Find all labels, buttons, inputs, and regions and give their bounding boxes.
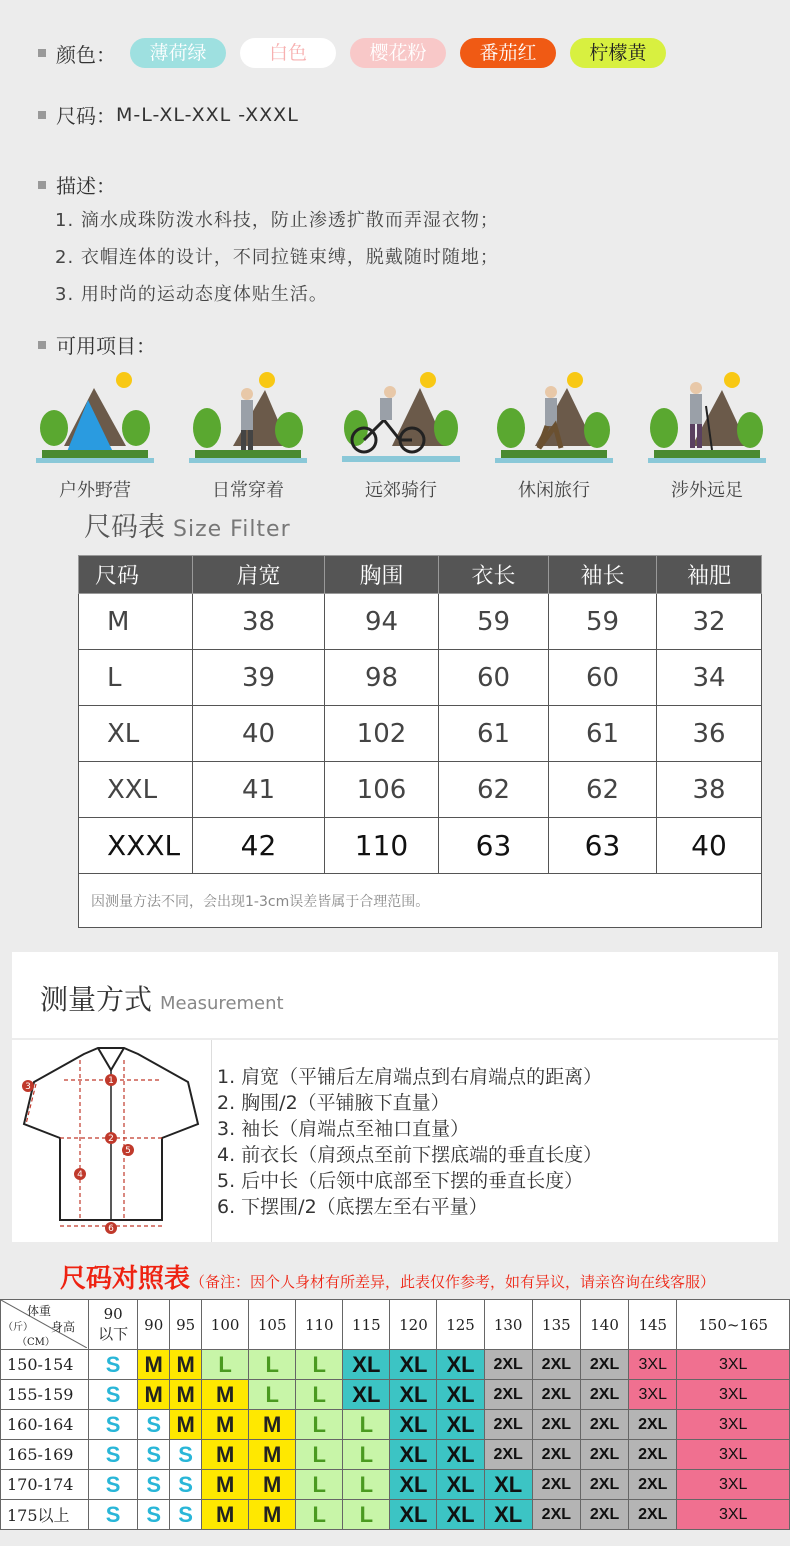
weight-header-cell: 105	[249, 1300, 296, 1350]
measure-cell: 61	[439, 706, 549, 762]
size-table	[78, 555, 762, 928]
size-recommendation-cell: 2XL	[629, 1410, 677, 1440]
corner-cell	[1, 1300, 89, 1350]
size-recommendation-cell: M	[202, 1500, 249, 1530]
measurement-step: 3. 袖长（肩端点至袖口直量）	[217, 1118, 470, 1140]
shirt-diagram	[12, 1040, 212, 1242]
size-recommendation-cell: M	[138, 1380, 170, 1410]
size-recommendation-cell: 2XL	[580, 1500, 628, 1530]
size-recommendation-cell: M	[170, 1380, 202, 1410]
activity-label: 涉外远足	[671, 480, 743, 501]
weight-header-cell: 145	[629, 1300, 677, 1350]
measurement-body	[12, 1040, 778, 1242]
size-chart-note: （备注：因个人身材有所差异，此表仅作参考，如有异议，请亲咨询在线客服）	[190, 1273, 716, 1291]
measure-cell: 40	[193, 706, 325, 762]
color-option[interactable]: 白色	[240, 38, 336, 68]
header-cell: 衣长	[439, 556, 549, 594]
size-recommendation-cell: XL	[343, 1350, 390, 1380]
description-heading	[38, 170, 116, 199]
bullet-icon	[38, 341, 46, 349]
measure-cell: 63	[439, 818, 549, 874]
usage-label: 可用项目：	[56, 334, 156, 358]
header-cell: 胸围	[325, 556, 439, 594]
size-recommendation-cell: 2XL	[629, 1440, 677, 1470]
size-recommendation-cell: 2XL	[580, 1380, 628, 1410]
corner-height: 身高	[51, 1320, 76, 1334]
measurement-step: 6. 下摆围/2（底摆左至右平量）	[217, 1196, 488, 1218]
size-table-title-zh: 尺码表	[84, 512, 165, 543]
size-recommendation-cell: 2XL	[532, 1470, 580, 1500]
header-cell: 尺码	[79, 556, 193, 594]
size-chart-row	[1, 1440, 790, 1470]
size-table-row	[79, 706, 762, 762]
header-cell: 袖长	[549, 556, 657, 594]
size-recommendation-cell: S	[138, 1500, 170, 1530]
size-recommendation-cell: L	[249, 1350, 296, 1380]
size-recommendation-cell: 2XL	[484, 1380, 532, 1410]
height-cell: 175以上	[1, 1500, 89, 1530]
hiking-illustration-icon	[648, 366, 766, 466]
size-recommendation-cell: S	[89, 1470, 138, 1500]
size-recommendation-cell: S	[138, 1470, 170, 1500]
size-recommendation-cell: 3XL	[677, 1500, 790, 1530]
size-chart-title	[60, 1258, 715, 1295]
measure-cell: 62	[549, 762, 657, 818]
size-label: 尺码：	[56, 104, 116, 128]
size-recommendation-cell: L	[296, 1470, 343, 1500]
size-recommendation-cell: 2XL	[484, 1410, 532, 1440]
size-recommendation-cell: 2XL	[580, 1440, 628, 1470]
measure-cell: 60	[439, 650, 549, 706]
size-recommendation-cell: L	[343, 1410, 390, 1440]
bullet-icon	[38, 111, 46, 119]
marker-6: 6	[108, 1224, 114, 1234]
activity-cycling	[342, 366, 460, 502]
size-recommendation-cell: L	[296, 1500, 343, 1530]
size-recommendation-cell: L	[343, 1440, 390, 1470]
size-chart-row	[1, 1350, 790, 1380]
size-recommendation-cell: L	[296, 1380, 343, 1410]
measurement-title-zh: 测量方式	[40, 983, 153, 1016]
size-table-row	[79, 818, 762, 874]
size-recommendation-cell: S	[170, 1440, 202, 1470]
measure-cell: 110	[325, 818, 439, 874]
size-table-note-row	[79, 874, 762, 928]
size-recommendation-cell: 2XL	[532, 1350, 580, 1380]
weight-header-cell: 95	[170, 1300, 202, 1350]
camping-illustration-icon	[36, 366, 154, 466]
weight-header-cell: 100	[202, 1300, 249, 1350]
size-recommendation-cell: 3XL	[677, 1380, 790, 1410]
size-recommendation-cell: L	[249, 1380, 296, 1410]
size-chart-row	[1, 1500, 790, 1530]
size-recommendation-cell: 2XL	[580, 1470, 628, 1500]
size-recommendation-cell: 2XL	[629, 1500, 677, 1530]
marker-1: 1	[108, 1076, 114, 1086]
size-chart-title-text: 尺码对照表	[60, 1264, 191, 1294]
measure-cell: 38	[193, 594, 325, 650]
size-recommendation-cell: XL	[437, 1350, 484, 1380]
weight-header-cell: 115	[343, 1300, 390, 1350]
weight-header-cell: 135	[532, 1300, 580, 1350]
size-recommendation-cell: XL	[343, 1380, 390, 1410]
marker-3: 3	[25, 1082, 31, 1092]
size-cell: XXXL	[79, 818, 193, 874]
size-table-row	[79, 650, 762, 706]
size-recommendation-cell: M	[170, 1350, 202, 1380]
size-chart-row	[1, 1410, 790, 1440]
measurement-steps	[217, 1064, 602, 1220]
measure-cell: 34	[657, 650, 762, 706]
corner-unit-height: （CM）	[17, 1337, 55, 1348]
size-recommendation-cell: S	[89, 1380, 138, 1410]
size-cell: M	[79, 594, 193, 650]
measure-cell: 36	[657, 706, 762, 762]
color-option[interactable]: 薄荷绿	[130, 38, 226, 68]
size-recommendation-cell: 2XL	[484, 1440, 532, 1470]
measure-cell: 102	[325, 706, 439, 762]
color-option[interactable]: 柠檬黄	[570, 38, 666, 68]
measurement-step: 4. 前衣长（肩颈点至前下摆底端的垂直长度）	[217, 1144, 603, 1166]
size-recommendation-cell: XL	[390, 1350, 437, 1380]
measurement-step: 5. 后中长（后领中底部至下摆的垂直长度）	[217, 1170, 584, 1192]
measure-cell: 63	[549, 818, 657, 874]
measure-cell: 62	[439, 762, 549, 818]
weight-header-cell: 110	[296, 1300, 343, 1350]
size-cell: L	[79, 650, 193, 706]
size-recommendation-cell: 2XL	[532, 1440, 580, 1470]
size-recommendation-cell: S	[138, 1440, 170, 1470]
size-recommendation-cell: M	[249, 1470, 296, 1500]
corner-unit-weight: （斤）	[3, 1322, 33, 1333]
color-option[interactable]: 番茄红	[460, 38, 556, 68]
measure-cell: 32	[657, 594, 762, 650]
size-recommendation-cell: XL	[437, 1380, 484, 1410]
size-recommendation-cell: 3XL	[629, 1380, 677, 1410]
color-label: 颜色：	[56, 42, 116, 67]
size-recommendation-cell: S	[138, 1410, 170, 1440]
activity-hiking	[648, 366, 766, 502]
description-line: 1. 滴水成珠防泼水科技，防止渗透扩散而弄湿衣物；	[55, 210, 499, 231]
shirt-outline-icon	[12, 1040, 212, 1242]
size-recommendation-cell: 2XL	[629, 1470, 677, 1500]
size-recommendation-cell: L	[296, 1410, 343, 1440]
size-recommendation-cell: XL	[390, 1440, 437, 1470]
travel-illustration-icon	[495, 366, 613, 466]
marker-2: 2	[108, 1134, 114, 1144]
weight-header-cell: 90 以下	[89, 1300, 138, 1350]
size-table-row	[79, 594, 762, 650]
size-recommendation-cell: M	[202, 1380, 249, 1410]
size-recommendation-cell: M	[202, 1470, 249, 1500]
measure-cell: 40	[657, 818, 762, 874]
activity-label: 休闲旅行	[518, 480, 590, 501]
size-chart-header	[1, 1300, 790, 1350]
measurement-title-en: Measurement	[160, 993, 284, 1014]
measure-cell: 41	[193, 762, 325, 818]
size-table-row	[79, 762, 762, 818]
measurement-title	[40, 978, 284, 1018]
size-recommendation-cell: M	[170, 1410, 202, 1440]
size-recommendation-cell: 3XL	[677, 1470, 790, 1500]
measure-cell: 38	[657, 762, 762, 818]
measure-cell: 42	[193, 818, 325, 874]
color-row	[38, 38, 680, 68]
activity-label: 日常穿着	[212, 480, 284, 501]
size-table-header	[79, 556, 762, 594]
size-table-title-en: Size Filter	[173, 517, 291, 542]
measure-cell: 94	[325, 594, 439, 650]
size-recommendation-cell: M	[202, 1440, 249, 1470]
cycling-illustration-icon	[342, 366, 460, 466]
size-recommendation-cell: S	[170, 1470, 202, 1500]
height-cell: 170-174	[1, 1470, 89, 1500]
measurement-header	[12, 952, 778, 1038]
size-recommendation-cell: S	[170, 1500, 202, 1530]
size-recommendation-cell: XL	[484, 1470, 532, 1500]
size-recommendation-cell: 2XL	[580, 1350, 628, 1380]
corner-weight: 体重	[27, 1304, 52, 1318]
size-recommendation-cell: L	[202, 1350, 249, 1380]
size-recommendation-cell: XL	[390, 1380, 437, 1410]
size-recommendation-cell: M	[249, 1440, 296, 1470]
marker-4: 4	[77, 1170, 83, 1180]
size-cell: XL	[79, 706, 193, 762]
measure-cell: 98	[325, 650, 439, 706]
height-cell: 150-154	[1, 1350, 89, 1380]
measure-cell: 59	[549, 594, 657, 650]
size-recommendation-cell: XL	[390, 1500, 437, 1530]
measure-cell: 60	[549, 650, 657, 706]
weight-header-cell: 90	[138, 1300, 170, 1350]
activity-label: 户外野营	[59, 480, 131, 501]
size-chart-table	[0, 1299, 790, 1530]
size-recommendation-cell: 2XL	[484, 1350, 532, 1380]
height-cell: 165-169	[1, 1440, 89, 1470]
size-recommendation-cell: XL	[437, 1410, 484, 1440]
height-cell: 155-159	[1, 1380, 89, 1410]
size-recommendation-cell: XL	[390, 1410, 437, 1440]
size-recommendation-cell: 3XL	[629, 1350, 677, 1380]
weight-header-cell: 150~165	[677, 1300, 790, 1350]
size-recommendation-cell: XL	[390, 1470, 437, 1500]
size-table-note: 因测量方法不同，会出现1-3cm误差皆属于合理范围。	[79, 874, 762, 928]
color-option[interactable]: 樱花粉	[350, 38, 446, 68]
weight-header-cell: 130	[484, 1300, 532, 1350]
size-recommendation-cell: L	[296, 1350, 343, 1380]
size-recommendation-cell: 2XL	[580, 1410, 628, 1440]
measure-cell: 59	[439, 594, 549, 650]
size-recommendation-cell: XL	[437, 1500, 484, 1530]
weight-header-cell: 120	[390, 1300, 437, 1350]
size-table-title	[84, 505, 291, 544]
size-recommendation-cell: XL	[437, 1470, 484, 1500]
size-value: M-L-XL-XXL -XXXL	[116, 103, 299, 126]
size-recommendation-cell: L	[296, 1440, 343, 1470]
size-recommendation-cell: 3XL	[677, 1410, 790, 1440]
activity-label: 远郊骑行	[365, 480, 437, 501]
size-recommendation-cell: S	[89, 1410, 138, 1440]
color-options	[130, 38, 680, 68]
size-chart-row	[1, 1380, 790, 1410]
size-recommendation-cell: 2XL	[532, 1380, 580, 1410]
bullet-icon	[38, 181, 46, 189]
activity-daily	[189, 366, 307, 502]
activity-list	[36, 366, 766, 502]
height-cell: 160-164	[1, 1410, 89, 1440]
marker-5: 5	[125, 1146, 131, 1156]
size-recommendation-cell: M	[249, 1500, 296, 1530]
header-cell: 肩宽	[193, 556, 325, 594]
size-recommendation-cell: XL	[484, 1500, 532, 1530]
size-recommendation-cell: L	[343, 1500, 390, 1530]
measure-cell: 39	[193, 650, 325, 706]
usage-heading	[38, 330, 156, 359]
size-recommendation-cell: 2XL	[532, 1410, 580, 1440]
size-recommendation-cell: M	[138, 1350, 170, 1380]
size-recommendation-cell: S	[89, 1440, 138, 1470]
activity-travel	[495, 366, 613, 502]
daily-illustration-icon	[189, 366, 307, 466]
size-cell: XXL	[79, 762, 193, 818]
size-recommendation-cell: XL	[437, 1440, 484, 1470]
size-recommendation-cell: M	[249, 1410, 296, 1440]
weight-header-cell: 125	[437, 1300, 484, 1350]
description-label: 描述：	[56, 174, 116, 198]
size-row	[38, 100, 299, 129]
size-chart-row	[1, 1470, 790, 1500]
size-recommendation-cell: M	[202, 1410, 249, 1440]
measurement-step: 1. 肩宽（平铺后左肩端点到右肩端点的距离）	[217, 1066, 603, 1088]
size-recommendation-cell: S	[89, 1350, 138, 1380]
size-recommendation-cell: S	[89, 1500, 138, 1530]
measurement-step: 2. 胸围/2（平铺腋下直量）	[217, 1092, 450, 1114]
activity-camping	[36, 366, 154, 502]
header-cell: 袖肥	[657, 556, 762, 594]
size-recommendation-cell: 3XL	[677, 1440, 790, 1470]
size-recommendation-cell: 3XL	[677, 1350, 790, 1380]
description-line: 2. 衣帽连体的设计，不同拉链束缚，脱戴随时随地；	[55, 247, 499, 268]
measure-cell: 106	[325, 762, 439, 818]
bullet-icon	[38, 49, 46, 57]
size-recommendation-cell: L	[343, 1470, 390, 1500]
weight-header-cell: 140	[580, 1300, 628, 1350]
size-recommendation-cell: 2XL	[532, 1500, 580, 1530]
description-line: 3. 用时尚的运动态度体贴生活。	[55, 284, 328, 305]
measure-cell: 61	[549, 706, 657, 762]
